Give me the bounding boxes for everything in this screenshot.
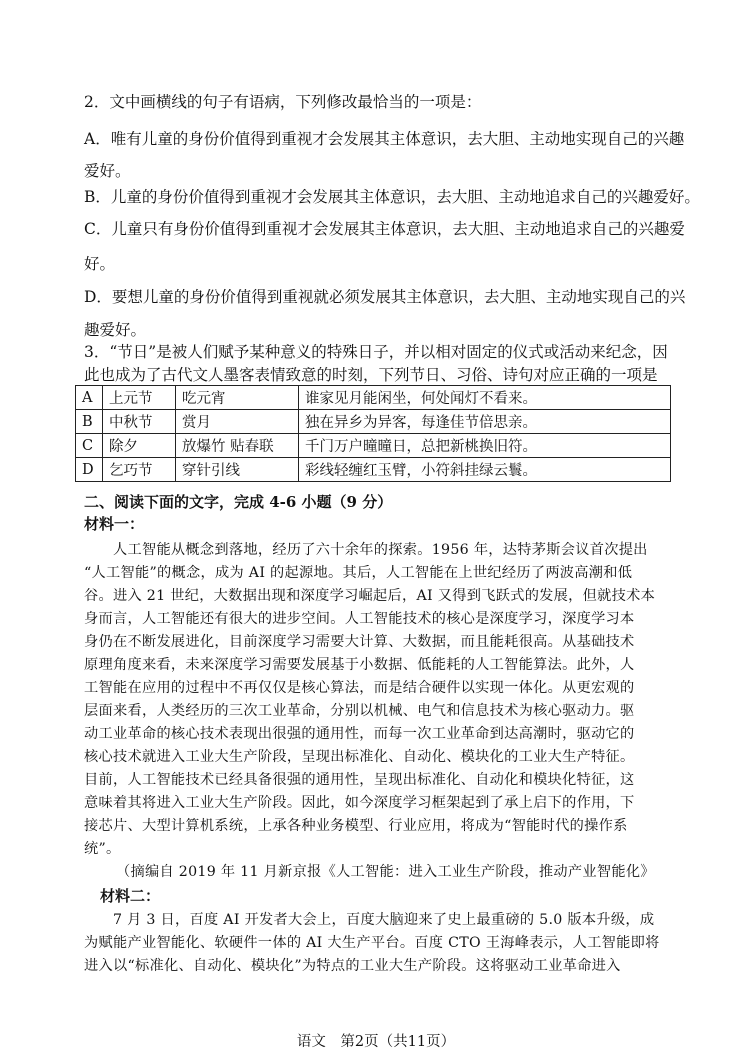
custom-cell: 吃元宵	[176, 386, 299, 410]
table-row	[76, 458, 671, 482]
material1-line: 层面来看，人类经历的三次工业革命，分别以机械、电气和信息技术为核心驱动力。驱	[84, 703, 635, 719]
custom-cell: 放爆竹 贴春联	[176, 434, 299, 458]
q2-option-d-line1: D．要想儿童的身份价值得到重视就必须发展其主体意识，去大胆、主动地实现自己的兴	[84, 288, 686, 306]
material2-line: 为赋能产业智能化、软硬件一体的 AI 大生产平台。百度 CTO 王海峰表示，人工智能即将	[84, 935, 660, 951]
q2-option-a-line2: 爱好。	[84, 162, 131, 180]
material2-line: 进入以“标准化、自动化、模块化”为特点的工业大生产阶段。这将驱动工业革命进入	[84, 958, 621, 974]
q2-option-b: B．儿童的身份价值得到重视才会发展其主体意识，去大胆、主动地追求自己的兴趣爱好。	[84, 188, 700, 206]
section2-heading: 二、阅读下面的文字，完成 4-6 小题（9 分）	[84, 493, 393, 511]
material1-line: 接芯片、大型计算机系统，上承各种业务模型、行业应用，将成为“智能时代的操作系	[84, 818, 628, 834]
material1-line: 原理角度来看，未来深度学习需要发展基于小数据、低能耗的人工智能算法。此外，人	[84, 657, 635, 673]
custom-cell: 穿针引线	[176, 458, 299, 482]
material1-line: 身而言，人工智能还有很大的进步空间。人工智能技术的核心是深度学习，深度学习本	[84, 611, 635, 627]
material2-title: 材料二：	[100, 887, 161, 905]
material1-line: 统”。	[84, 841, 121, 857]
q2-option-a-line1: A．唯有儿童的身份价值得到重视才会发展其主体意识，去大胆、主动地实现自己的兴趣	[84, 130, 685, 148]
material1-line: 意味着其将进入工业大生产阶段。因此，如今深度学习框架起到了承上启下的作用，下	[84, 795, 635, 811]
option-letter: D	[76, 458, 103, 482]
material1-title: 材料一：	[84, 515, 145, 533]
q2-option-d-line2: 趣爱好。	[84, 321, 147, 339]
option-letter: A	[76, 386, 103, 410]
option-letter: B	[76, 410, 103, 434]
table-row	[76, 434, 671, 458]
option-letter: C	[76, 434, 103, 458]
q3-stem-line2: 此也成为了古代文人墨客表情致意的时刻，下列节日、习俗、诗句对应正确的一项是	[84, 366, 658, 384]
festival-cell: 中秋节	[103, 410, 176, 434]
festival-cell: 除夕	[103, 434, 176, 458]
table-row	[76, 410, 671, 434]
material1-line: 谷。进入 21 世纪，大数据出现和深度学习崛起后，AI 又得到飞跃式的发展，但就技术本	[84, 588, 656, 604]
poem-cell: 谁家见月能闲坐，何处闻灯不看来。	[299, 386, 671, 410]
q2-stem: 2．文中画横线的句子有语病，下列修改最恰当的一项是：	[84, 93, 482, 111]
poem-cell: 千门万户曈曈日，总把新桃换旧符。	[299, 434, 671, 458]
material1-line: 目前，人工智能技术已经具备很强的通用性，呈现出标准化、自动化和模块化特征，这	[84, 772, 635, 788]
table-row	[76, 386, 671, 410]
custom-cell: 赏月	[176, 410, 299, 434]
q2-option-c-line2: 好。	[84, 255, 116, 273]
material1-line: 工智能在应用的过程中不再仅仅是核心算法，而是结合硬件以实现一体化。从更宏观的	[84, 680, 635, 696]
page-footer: 语文 第2页（共11页）	[296, 1034, 456, 1050]
material1-line: 动工业革命的核心技术表现出很强的通用性，而每一次工业革命到达高潮时，驱动它的	[84, 726, 635, 742]
poem-cell: 独在异乡为异客，每逢佳节倍思亲。	[299, 410, 671, 434]
poem-cell: 彩线轻缠红玉臂，小符斜挂绿云鬟。	[299, 458, 671, 482]
festival-cell: 乞巧节	[103, 458, 176, 482]
material1-line: 人工智能从概念到落地，经历了六十余年的探索。1956 年，达特茅斯会议首次提出	[84, 542, 648, 558]
festival-cell: 上元节	[103, 386, 176, 410]
q3-options-table	[75, 385, 671, 482]
q3-stem-line1: 3．“节日”是被人们赋予某种意义的特殊日子，并以相对固定的仪式或活动来纪念，因	[84, 343, 668, 361]
material1-line: “人工智能”的概念，成为 AI 的起源地。其后，人工智能在上世纪经历了两波高潮和低	[84, 565, 633, 581]
material1-line: 核心技术就进入工业大生产阶段，呈现出标准化、自动化、模块化的工业大生产特征。	[84, 749, 635, 765]
material1-line: 身仍在不断发展进化，目前深度学习需要大计算、大数据，而且能耗很高。从基础技术	[84, 634, 635, 650]
q2-option-c-line1: C．儿童只有身份价值得到重视才会发展其主体意识，去大胆、主动地追求自己的兴趣爱	[84, 220, 685, 238]
material2-line: 7 月 3 日，百度 AI 开发者大会上，百度大脑迎来了史上最重磅的 5.0 版本升级，成	[84, 912, 655, 928]
material1-source: （摘编自 2019 年 11 月新京报《人工智能：进入工业生产阶段，推动产业智能化》	[116, 864, 655, 880]
